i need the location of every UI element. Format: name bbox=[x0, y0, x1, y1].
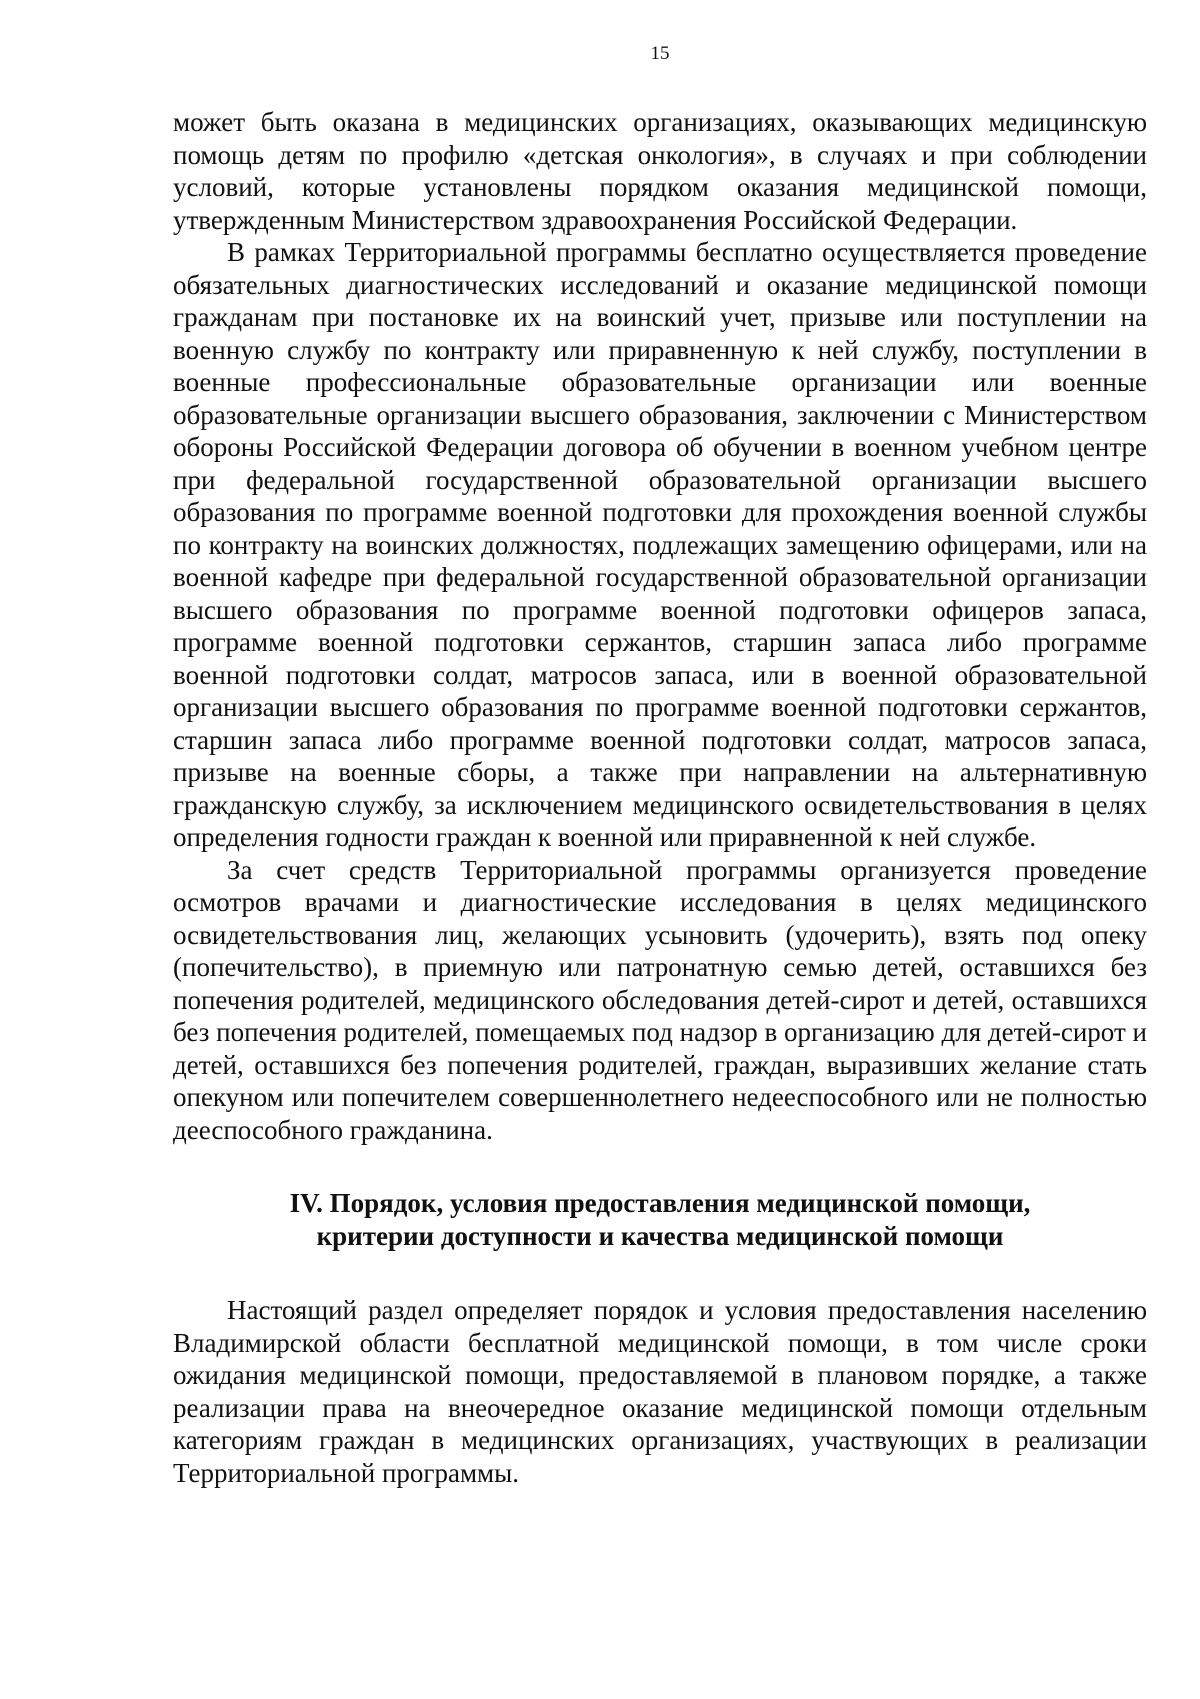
section-heading-line-1: IV. Порядок, условия предоставления медицинской помощи, bbox=[289, 1188, 1031, 1218]
page-number: 15 bbox=[650, 43, 670, 64]
paragraph-military-examinations: В рамках Территориальной программы бесплатно осуществляется проведение обязательных диагностических исследований и оказание медицинской помощи гражданам при постановке их на воинский учет, призыве или поступлении на военную службу по контракту или приравненную к ней службу, поступлении в военные профессиональные образовательные организации или военные образовательные организации высшего образования, заключении с Министерством обороны Российской Федерации договора об обучении в военном учебном центре при федеральной государственной образовательной организации высшего образования по программе военной подготовки для прохождения военной службы по контракту на воинских должностях, подлежащих замещению офицерами, или на военной кафедре при федеральной государственной образовательной организации высшего образования по программе военной подготовки офицеров запаса, программе военной подготовки сержантов, старшин запаса либо программе военной подготовки солдат, матросов запаса, или в военной образовательной организации высшего образования по программе военной подготовки сержантов, старшин запаса либо программе военной подготовки солдат, матросов запаса, призыве на военные сборы, а также при направлении на альтернативную гражданскую службу, за исключением медицинского освидетельствования в целях определения годности граждан к военной или приравненной к ней службе. bbox=[173, 237, 1147, 852]
section-heading bbox=[173, 1187, 1147, 1253]
section-paragraph: Настоящий раздел определяет порядок и условия предоставления населению Владимирской области бесплатной медицинской помощи, в том числе сроки ожидания медицинской помощи, предоставляемой в плановом порядке, а также реализации права на внеочередное оказание медицинской помощи отдельным категориям граждан в медицинских организациях, участвующих в реализации Территориальной программы. bbox=[173, 1295, 1147, 1488]
paragraph-guardianship-examinations: За счет средств Территориальной программы организуется проведение осмотров врачами и диагностические исследования в целях медицинского освидетельствования лиц, желающих усыновить (удочерить), взять под опеку (попечительство), в приемную или патронатную семью детей, оставшихся без попечения родителей, медицинского обследования детей-сирот и детей, оставшихся без попечения родителей, помещаемых под надзор в организацию для детей-сирот и детей, оставшихся без попечения родителей, граждан, выразивших желание стать опекуном или попечителем совершеннолетнего недееспособного или не полностью дееспособного гражданина. bbox=[173, 854, 1147, 1145]
section-heading-line-2: критерии доступности и качества медицинской помощи bbox=[316, 1221, 1004, 1251]
document-body bbox=[173, 106, 1147, 1489]
paragraph-continuation: может быть оказана в медицинских организациях, оказывающих медицинскую помощь детям по профилю «детская онкология», в случаях и при соблюдении условий, которые установлены порядком оказания медицинской помощи, утвержденным Министерством здравоохранения Российской Федерации. bbox=[173, 107, 1147, 235]
